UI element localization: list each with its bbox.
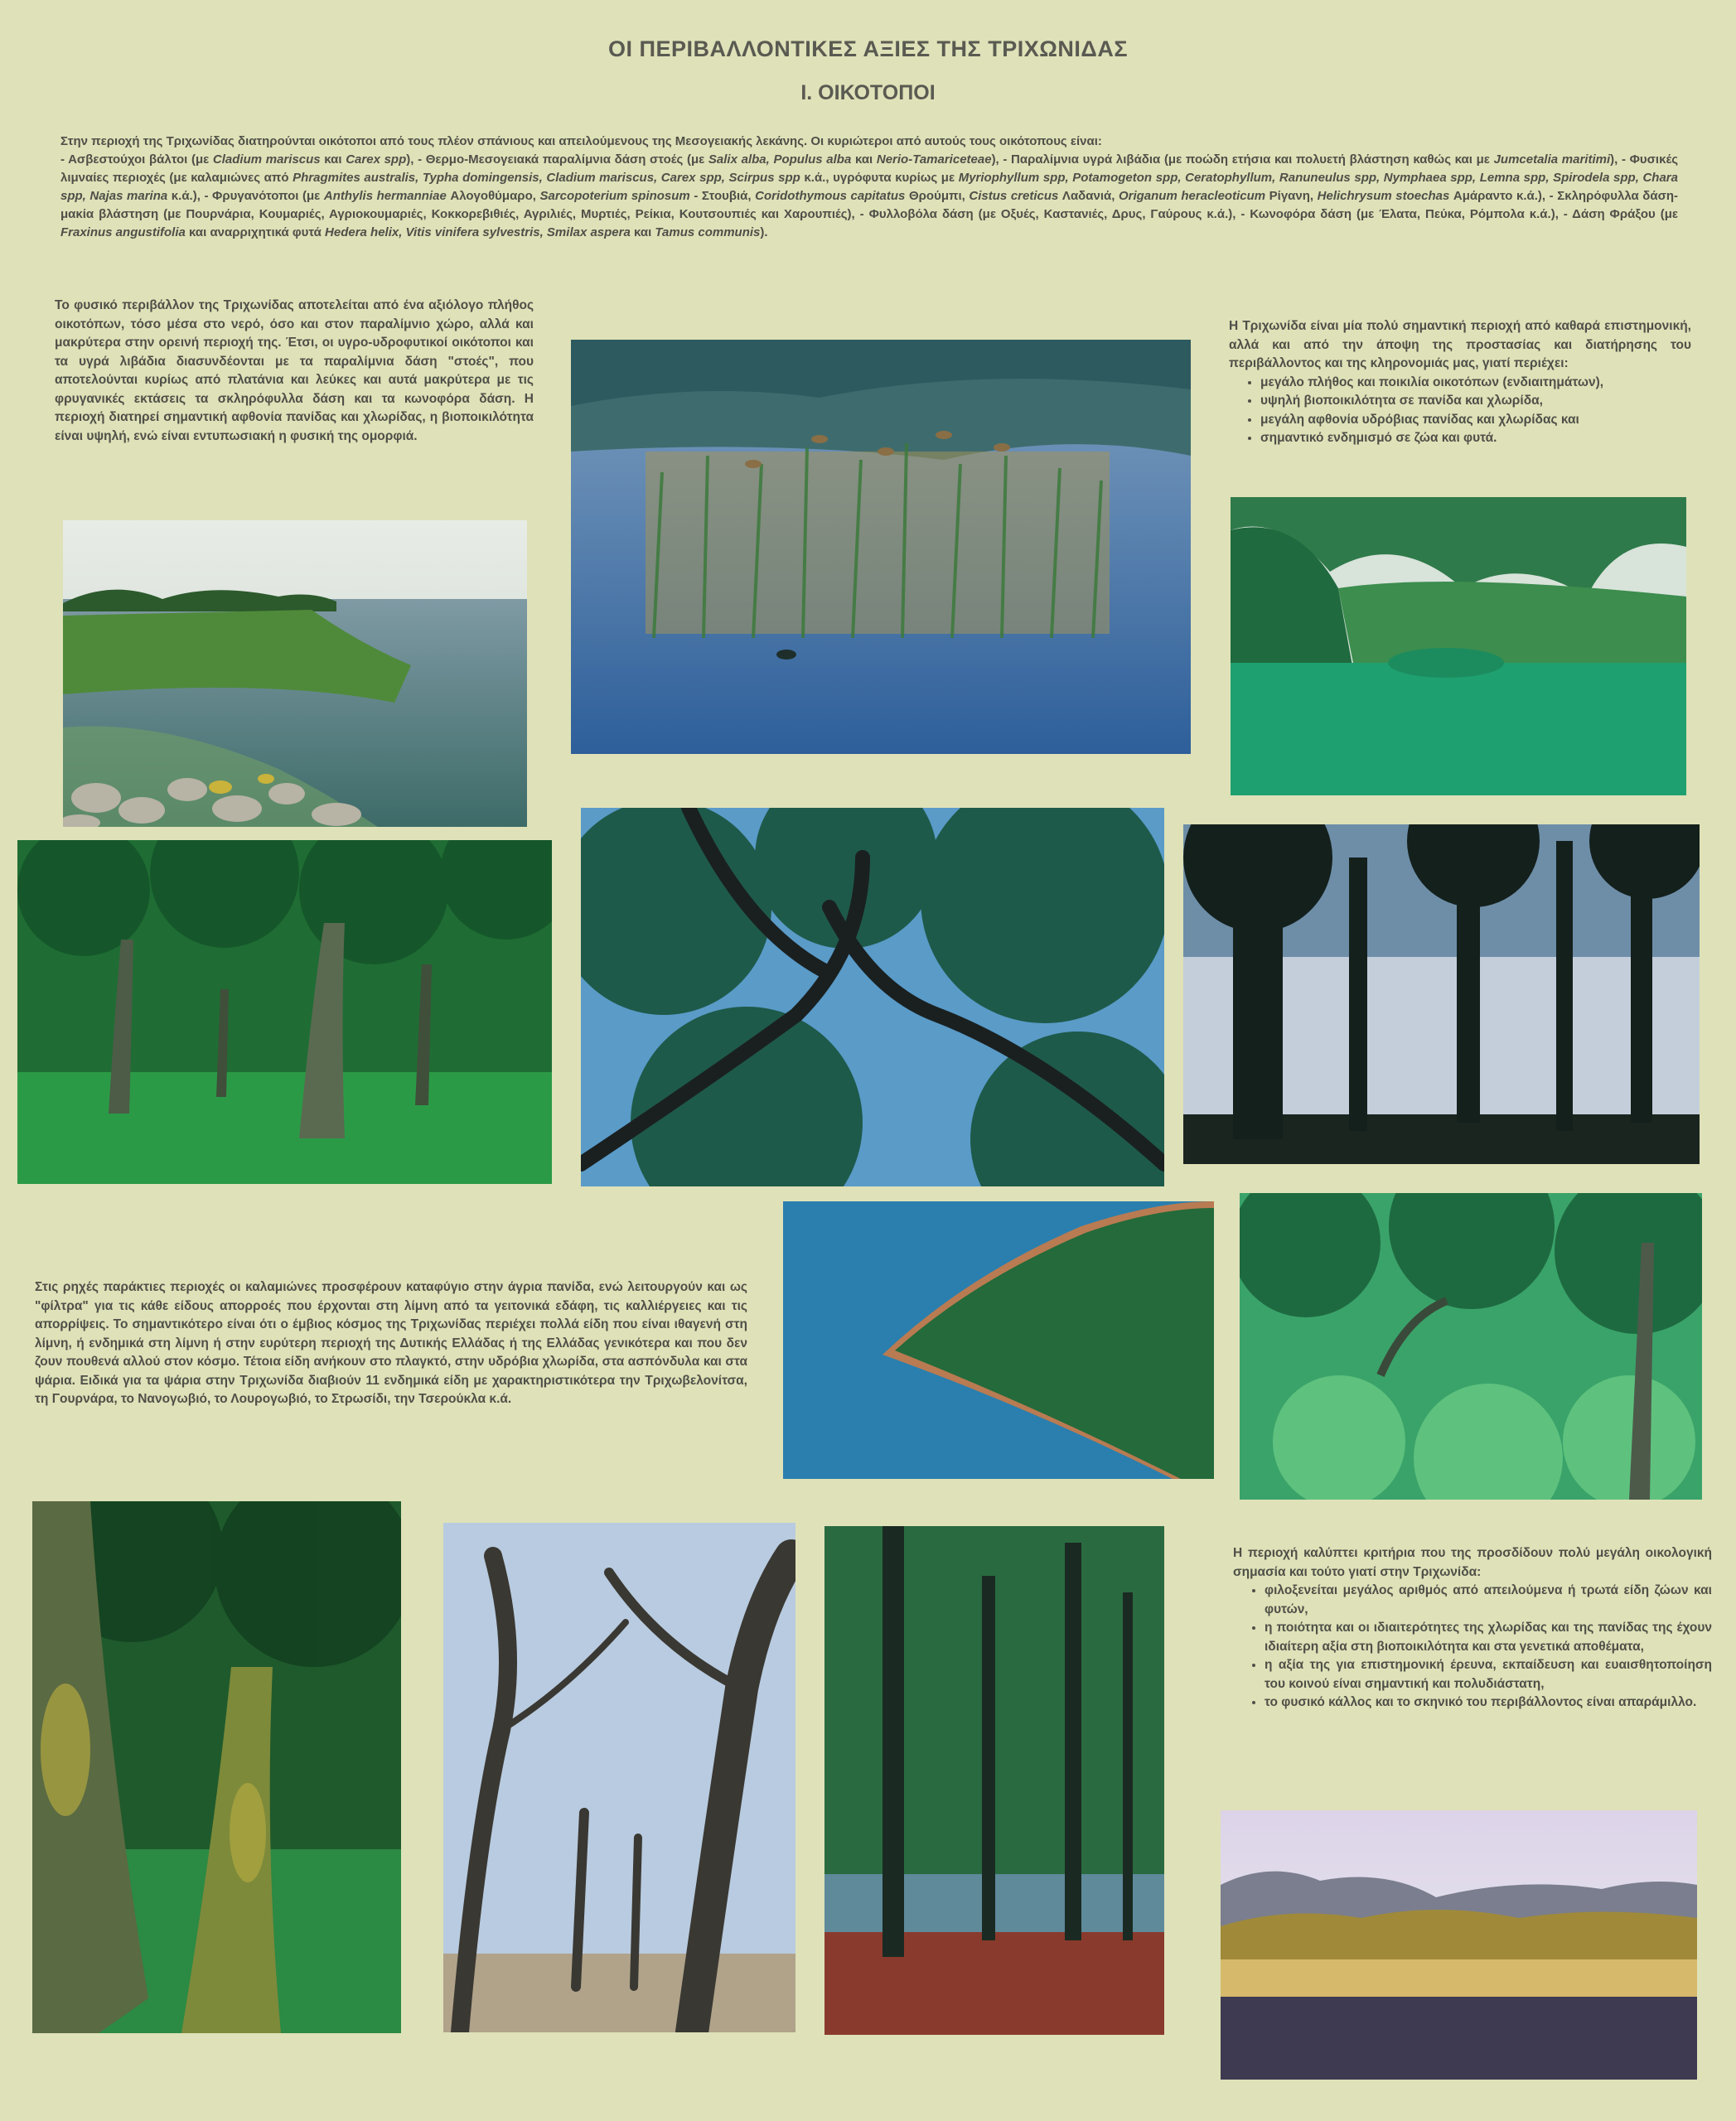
list-item: • μεγάλο πλήθος και ποικιλία οικοτόπων (ενδιαιτημάτων), xyxy=(1260,374,1691,393)
list-item: • η ποιότητα και οι ιδιαιτερότητες της χλωρίδας και της πανίδας της έχουν ιδιαίτερη αξία στη βιοποικιλότητα και στα γενετικά αποθέματα, xyxy=(1265,1619,1712,1656)
photo-lakeshore-reeds xyxy=(63,520,527,827)
list-item: • υψηλή βιοποικιλότητα σε πανίδα και χλωρίδα, xyxy=(1260,392,1691,411)
criteria-list xyxy=(1233,1582,1712,1713)
criteria-lead: Η περιοχή καλύπτει κριτήρια που της προσδίδουν πολύ μεγάλη οικολογική σημασία και τούτο γιατί στην Τριχωνίδα: xyxy=(1233,1546,1712,1579)
list-item: • η αξία της για επιστημονική έρευνα, εκπαίδευση και ευαισθητοποίηση του κοινού είναι σημαντική και πολυδιάστατη, xyxy=(1265,1656,1712,1693)
photo-peninsula xyxy=(783,1201,1214,1479)
photo-autumn-grove xyxy=(824,1526,1164,2035)
list-item: • το φυσικό κάλλος και το σκηνικό του περιβάλλοντος είναι απαράμιλλο. xyxy=(1265,1693,1712,1713)
importance-paragraph xyxy=(1229,317,1691,448)
importance-list xyxy=(1229,374,1691,448)
photo-reeds-lake xyxy=(571,340,1191,754)
photo-riverside-woodland xyxy=(1240,1193,1702,1500)
photo-lichen-trunks xyxy=(32,1501,401,2033)
photo-forest-trunks xyxy=(17,840,552,1184)
photo-canopy xyxy=(581,808,1164,1186)
importance-lead: Η Τριχωνίδα είναι μία πολύ σημαντική περιοχή από καθαρά επιστημονική, αλλά και από την άποψη της προστασίας και διατήρησης του περιβάλλοντος και της κληρονομιάς μας, γιατί περιέχει: xyxy=(1229,319,1691,370)
list-item: • φιλοξενείται μεγάλος αριθμός από απειλούμενα ή τρωτά είδη ζώων και φυτών, xyxy=(1265,1582,1712,1619)
habitats-paragraph: Το φυσικό περιβάλλον της Τριχωνίδας αποτελείται από ένα αξιόλογο πλήθος οικοτόπων, τόσο μέσα στο νερό, όσο και στον παραλίμνιο χώρο, αλλά και μακρύτερα στην ορεινή περιοχή της. Έτσι, οι υγρο-υδροφυτικοί οικότοποι και τα υγρά λιβάδια διασυνδέονται με τα παραλίμνια δάση "στοές", που αποτελούνται κυρίως από πλατάνια και λεύκες και αυτά μακρύτερα με τις φρυγανικές εκτάσεις τα σκληρόφυλλα δάση και τα κωνοφόρα δάση. Η περιοχή διατηρεί σημαντική αφθονία πανίδας και χλωρίδας, η βιοποικιλότητα είναι υψηλή, ενώ είναι εντυπωσιακή η φυσική της ομορφιά. xyxy=(55,298,534,443)
reedbeds-paragraph: Στις ρηχές παράκτιες περιοχές οι καλαμιώνες προσφέρουν καταφύγιο στην άγρια πανίδα, ενώ λειτουργούν και ως "φίλτρα" για τις κάθε είδους απορροές που έρχονται στη λίμνη από τα γειτονικά εδάφη, τις καλλιέργειες και τις απορρίψεις. Το σημαντικότερο είναι ότι ο έμβιος κόσμος της Τριχωνίδας περιέχει πολλά είδη που είναι ιθαγενή στη λίμνη, ή ενδημικά στη λίμνη ή στην ευρύτερη περιοχή της Δυτικής Ελλάδας ή της Ελλάδας γενικότερα και που δεν ζουν πουθενά αλλού στον κόσμο. Τέτοια είδη ανήκουν στο πλαγκτό, στην υδρόβια χλωρίδα, στα ασπόνδυλα και στα ψάρια. Ειδικά για τα ψάρια στην Τριχωνίδα διαβιούν 11 ενδημικά είδη με χαρακτηριστικότερα την Τριχωβελονίτσα, τη Γουρνάρα, το Νανογωβιό, το Λουρογωβιό, το Στρωσίδι, την Τσερούκλα κ.ά. xyxy=(35,1280,747,1406)
page-title: ΟΙ ΠΕΡΙΒΑΛΛΟΝΤΙΚΕΣ ΑΞΙΕΣ ΤΗΣ ΤΡΙΧΩΝΙΔΑΣ xyxy=(607,36,1129,61)
list-item: • σημαντικό ενδημισμό σε ζώα και φυτά. xyxy=(1260,429,1691,448)
criteria-paragraph xyxy=(1233,1544,1712,1713)
section-title: Ι. ΟΙΚΟΤΟΠΟΙ xyxy=(800,81,936,104)
photo-meadow xyxy=(1231,497,1686,795)
photo-plane-trees xyxy=(443,1523,795,2032)
list-item: • μεγάλη αφθονία υδρόβιας πανίδας και χλωρίδας και xyxy=(1260,411,1691,430)
photo-silhouette-trees xyxy=(1183,824,1700,1164)
photo-mountain-lake xyxy=(1221,1810,1697,2080)
intro-paragraph: Στην περιοχή της Τριχωνίδας διατηρούνται οικότοποι από τους πλέον σπάνιους και απειλούμενους της Μεσογειακής λεκάνης. Οι κυριώτεροι από αυτούς τους οικότοπους είναι: - Ασβεστούχοι βάλτοι (με Cladium mariscus και Carex spp), - Θερμο-Μεσογειακά παραλίμνια δάση στοές (με Salix alba, Populus alba και Nerio-Tamariceteae), - Παραλίμνια υγρά λιβάδια (με ποώδη ετήσια και πολυετή βλάστηση καθώς και με Jumcetalia maritimi), - Φυσικές λιμναίες περιοχές (με καλαμιώνες από Phragmites australis, Typha domingensis, Cladium mariscus, Carex spp, Scirpus spp κ.ά., υγρόφυτα κυρίως με Myriophyllum spp, Potamogeton spp, Ceratophyllum, Ranuneulus spp, Nymphaea spp, Lemna spp, Spirodela spp, Chara spp, Najas marina κ.ά.), - Φρυγανότοποι (με Anthylis hermanniae Αλογοθύμαρο, Sarcopoterium spinosum - Στουβιά, Coridothymous capitatus Θρούμπι, Cistus creticus Λαδανιά, Origanum heracleoticum Ρίγανη, Helichrysum stoechas Αμάραντο κ.ά.), - Σκληρόφυλλα δάση-μακία βλάστηση (με Πουρνάρια, Κουμαριές, Αγριοκουμαριές, Κοκκορεβιθιές, Αγριλιές, Μυρτιές, Ρείκια, Κουτσουπιές και Χαρουπιές), - Φυλλοβόλα δάση (με Οξυές, Καστανιές, Δρυς, Γαύρους κ.ά.), - Κωνοφόρα δάση (με Έλατα, Πεύκα, Ρόμπολα κ.ά.), - Δάση Φράξου (με Fraxinus angustifolia και αναρριχητικά φυτά Hedera helix, Vitis vinifera sylvestris, Smilax aspera και Tamus communis). xyxy=(60,134,1679,239)
